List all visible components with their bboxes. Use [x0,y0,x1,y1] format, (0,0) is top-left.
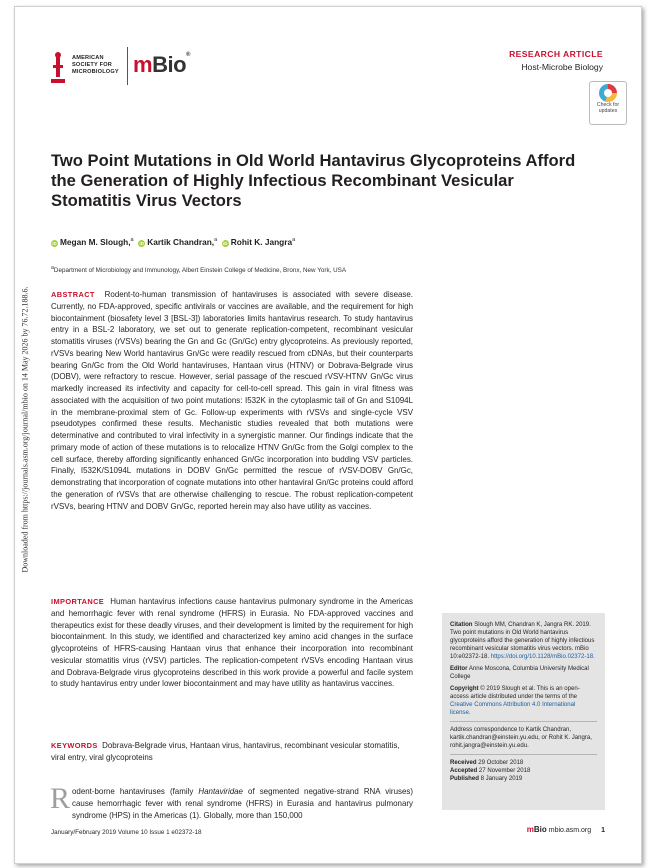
introduction-paragraph [50,782,413,821]
editor-label: Editor [450,666,468,672]
asm-text-line1: AMERICAN [72,55,104,61]
mbio-logo-reg: ® [186,52,190,58]
author-list [51,237,295,247]
affiliation-text: Department of Microbiology and Immunology, Albert Einstein College of Medicine, Bronx, New York, USA [53,267,347,275]
mbio-logo-rest: Bio [152,52,187,77]
received-label: Received [450,760,477,766]
check-for-updates-button[interactable] [589,81,627,125]
intro-text-start: odent-borne hantaviruses (family [72,787,199,796]
asm-text-line2: SOCIETY FOR [72,61,113,68]
license-link[interactable]: Creative Commons Attribution 4.0 International license. [450,702,576,716]
crossmark-icon [599,84,617,102]
author-name: Kartik Chandran, [147,237,215,247]
author-affiliation-mark: a [292,237,296,244]
editor-text: Anne Moscona, Columbia University Medical College [450,666,589,680]
orcid-icon[interactable]: iD [52,241,57,246]
crossmark-label-line2: updates [598,107,618,114]
received-date: 29 October 2018 [478,760,524,766]
importance [51,596,413,690]
page-number: 1 [601,827,605,834]
author-name: Rohit K. Jangra [230,237,293,247]
article-title: Two Point Mutations in Old World Hantavirus Glycoproteins Afford the Generation of Highly Infectious Recombinant Vesicular Stomatitis Virus Vectors [51,151,576,210]
article-page [14,6,642,864]
copyright-label: Copyright [450,686,479,692]
affiliation-mark: a [51,265,54,271]
importance-label: IMPORTANCE [51,597,105,606]
author-affiliation-mark: a [130,237,134,244]
abstract-text: Rodent-to-human transmission of hantaviruses is associated with severe disease. Currently, no FDA-approved, specific antivirals or vaccines are available, and the requirement for high biocontainment (biosafety level 3 [BSL-3]) laboratories limits hantavirus research. To study hantavirus entry in a BSL-2 laboratory, we set out to generate replication-competent, recombinant vesicular stomatitis viruses (rVSVs) bearing the Gn and Gc (Gn/Gc) entry glycoproteins. As previously reported, rVSVs bearing New World hantavirus Gn/Gc were readily rescued from cDNAs, but their counterparts bearing Gn/Gc from the Old World hantaviruses, Hantaan virus (HTNV) or Dobrava-Belgrade virus (DOBV), were refractory to rescue. However, serial passage of the rescued rVSV-HTNV Gn/Gc virus markedly increased its infectivity and capacity for cell-to-cell spread. This gain in viral fitness was associated with the acquisition of two point mutations: I532K in the cytoplasmic tail of Gn and S1094L in the membrane-proximal stem of Gc. Follow-up experiments with rVSVs and single-cycle VSV pseudotypes confirmed these results. Mechanistic studies revealed that both mutations were determinative and contributed to viral infectivity in a synergistic manner. Our findings indicate that the primary mode of action of these mutations is to relocalize HTNV Gn/Gc from the Golgi complex to the cell surface, thereby affording significantly enhanced Gn/Gc incorporation into budding VSV particles. Finally, I532K/S1094L mutations in DOBV Gn/Gc permitted the rescue of rVSV-DOBV Gn/Gc, demonstrating that incorporation of cognate mutations into other hantaviral Gn/Gc proteins could afford the generation of rVSVs that are otherwise challenging to rescue. The robust replication-competent rVSVs, bearing HTNV and DOBV Gn/Gc, reported herein may also have utility as vaccines. [51,290,413,511]
article-type: RESEARCH ARTICLE [509,49,603,59]
issue-info: January/February 2019 Volume 10 Issue 1 e02372-18 [51,829,202,836]
subject-category: Host-Microbe Biology [521,62,603,72]
download-note: Downloaded from https://journals.asm.org/journal/mbio on 14 May 2026 by 76.72.188.6. [20,286,30,573]
citation-label: Citation [450,622,473,628]
importance-text: Human hantavirus infections cause hantavirus pulmonary syndrome in the Americas and hemorrhagic fever with renal syndrome (HFRS) in Eurasia. No FDA-approved vaccines and therapeutics exist for these deadly viruses, and their development is limited by the requirement for high biocontainment. In this study, we identified and characterized key amino acid changes in the surface glycoproteins of HFRS-causing Hantaan virus that enhance their incorporation into recombinant vesicular stomatitis virus (rVSV) particles. The replication-competent rVSVs encoding Hantaan virus and Dobrava-Belgrade virus glycoproteins described in this work provide a powerful and facile system to study hantavirus entry under lower biocontainment and may have utility as hantavirus vaccines. [51,597,413,689]
abstract-label: ABSTRACT [51,290,95,299]
published-date: 8 January 2019 [480,776,523,782]
orcid-icon[interactable]: iD [139,241,144,246]
keywords [51,740,413,764]
infobox-divider [450,721,597,722]
mbio-logo-m: m [133,52,153,77]
doi-link[interactable]: https://doi.org/10.1128/mBio.02372-18. [490,654,595,660]
author-affiliation-mark: a [214,237,218,244]
logo-divider [127,47,128,85]
intro-text-rest: of segmented negative-strand RNA viruses) cause hemorrhagic fever with renal syndrome (HFRS) in Eurasia and hantavirus pulmonary syndrome (HPS) in the Americas (1). Globally, more than 150,000 [72,787,413,820]
intro-italic-term: Hantaviridae [198,787,243,796]
asm-logo [50,51,130,87]
orcid-icon[interactable]: iD [223,241,228,246]
footer-logo-m: m [526,825,534,834]
accepted-date: 27 November 2018 [478,768,531,774]
article-dates [450,759,597,783]
correspondence: Address correspondence to Kartik Chandran, kartik.chandran@einstein.yu.edu, or Rohit K. Jangra, rohit.jangra@einstein.yu.edu. [450,727,592,749]
abstract [51,289,413,512]
keywords-text: Dobrava-Belgrade virus, Hantaan virus, hantavirus, recombinant vesicular stomatitis, viral entry, viral glycoproteins [51,741,400,762]
affiliation [51,265,346,274]
author-name: Megan M. Slough, [60,237,131,247]
keywords-label: KEYWORDS [51,741,98,750]
article-info-box [442,613,605,810]
drop-cap: R [50,782,71,815]
citation-text: Slough MM, Chandran K, Jangra RK. 2019. Two point mutations in Old World hantavirus glycoproteins afford the generation of highly infectious recombinant vesicular stomatitis virus vectors. mBio 10:e02372-18. [450,622,595,660]
published-label: Published [450,776,479,782]
journal-site-link[interactable]: mbio.asm.org [548,827,592,834]
asm-microscope-icon [50,51,66,85]
copyright-text: © 2019 Slough et al. This is an open-access article distributed under the terms of the [450,686,580,700]
crossmark-label-line1: Check for [596,102,620,108]
asm-text-line3: MICROBIOLOGY [72,68,119,75]
footer-logo-rest: Bio [533,825,547,834]
mbio-logo [133,52,190,78]
accepted-label: Accepted [450,768,478,774]
page-footer [527,825,605,834]
footer-mbio-logo [527,825,547,834]
infobox-divider [450,754,597,755]
